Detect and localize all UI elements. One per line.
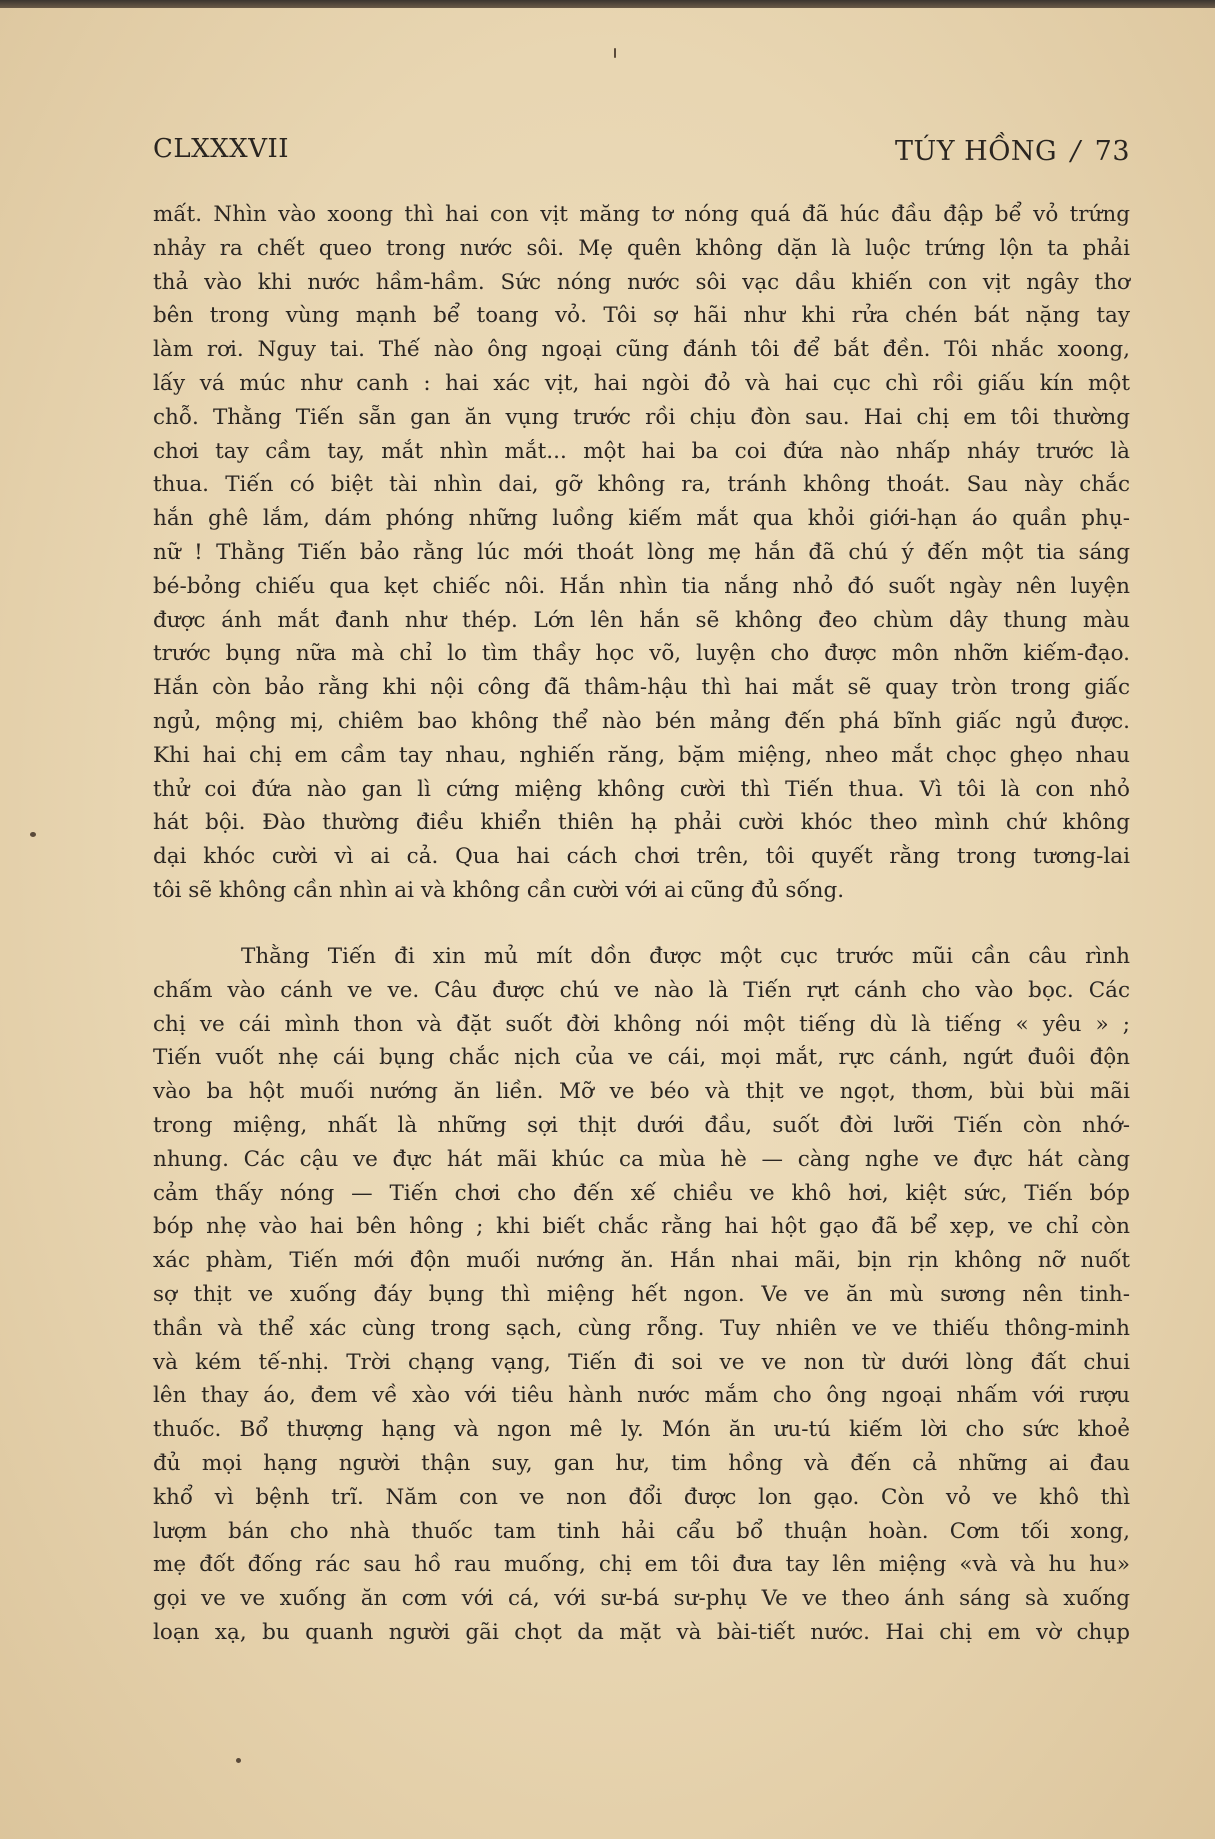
text-line: tôi sẽ không cần nhìn ai và không cần cười với ai cũng đủ sống. — [153, 877, 845, 903]
text-line: chơi tay cầm tay, mắt nhìn mắt... một hai ba coi đứa nào nhấp nháy trước là — [153, 438, 1130, 464]
text-line: Hắn còn bảo rằng khi nội công đã thâm-hậu thì hai mắt sẽ quay tròn trong giấc — [153, 675, 1130, 701]
paper-speck — [614, 48, 616, 58]
text-line: xác phàm, Tiến mới độn muối nướng ăn. Hắn nhai mãi, bịn rịn không nỡ nuốt — [153, 1248, 1130, 1274]
text-line: thần và thể xác cùng trong sạch, cùng rỗng. Tuy nhiên ve ve thiếu thông-minh — [153, 1315, 1130, 1341]
text-line: cảm thấy nóng — Tiến chơi cho đến xế chiều ve khô hơi, kiệt sức, Tiến bóp — [153, 1180, 1130, 1206]
page-number: 73 — [1094, 136, 1130, 167]
text-line: được ánh mắt đanh như thép. Lớn lên hắn sẽ không đeo chùm dây thung màu — [153, 607, 1130, 633]
text-line: ngủ, mộng mị, chiêm bao không thể nào bén mảng đến phá bĩnh giấc ngủ được. — [153, 708, 1130, 734]
text-line: làm rơi. Nguy tai. Thế nào ông ngoại cũng đánh tôi để bắt đền. Tôi nhắc xoong, — [153, 337, 1130, 363]
text-line: dại khóc cười vì ai cả. Qua hai cách chơi trên, tôi quyết rằng trong tương-lai — [153, 844, 1130, 870]
text-line: thuốc. Bổ thượng hạng và ngon mê ly. Món ăn ưu-tú kiếm lời cho sức khoẻ — [153, 1417, 1130, 1443]
text-line: đủ mọi hạng người thận suy, gan hư, tim hồng và đến cả những ai đau — [153, 1450, 1130, 1476]
header-separator: / — [1071, 136, 1081, 167]
running-title: TÚY HỒNG — [894, 136, 1058, 167]
paragraph-2 — [153, 940, 1130, 1650]
paper-speck — [236, 1758, 241, 1763]
text-line: bé-bỏng chiếu qua kẹt chiếc nôi. Hắn nhìn tia nắng nhỏ đó suốt ngày nên luyện — [153, 573, 1130, 599]
text-line: thua. Tiến có biệt tài nhìn dai, gỡ không ra, tránh không thoát. Sau này chắc — [153, 472, 1130, 498]
page-header — [153, 128, 1130, 178]
text-line: Tiến vuốt nhẹ cái bụng chắc nịch của ve cái, mọi mắt, rực cánh, ngứt đuôi độn — [153, 1045, 1130, 1071]
roman-page-number: CLXXXVII — [153, 134, 290, 164]
text-line: gọi ve ve xuống ăn cơm với cá, với sư-bá sư-phụ Ve ve theo ánh sáng sà xuống — [153, 1586, 1130, 1612]
text-line: nhảy ra chết queo trong nước sôi. Mẹ quên không dặn là luộc trứng lộn ta phải — [153, 235, 1130, 261]
text-line: mẹ đốt đống rác sau hồ rau muống, chị em tôi đưa tay lên miệng «và và hu hu» — [153, 1552, 1130, 1578]
text-line: nữ ! Thằng Tiến bảo rằng lúc mới thoát lòng mẹ hắn đã chú ý đến một tia sáng — [153, 539, 1130, 565]
text-line: loạn xạ, bu quanh người gãi chọt da mặt và bài-tiết nước. Hai chị em vờ chụp — [153, 1619, 1130, 1645]
text-line: bóp nhẹ vào hai bên hông ; khi biết chắc rằng hai hột gạo đã bể xẹp, ve chỉ còn — [153, 1214, 1130, 1240]
text-line: và kém tế-nhị. Trời chạng vạng, Tiến đi soi ve ve non từ dưới lòng đất chui — [153, 1349, 1130, 1375]
text-line: chấm vào cánh ve ve. Câu được chú ve nào là Tiến rựt cánh cho vào bọc. Các — [153, 977, 1130, 1003]
text-line: khổ vì bệnh trĩ. Năm con ve non đổi được lon gạo. Còn vỏ ve khô thì — [153, 1484, 1130, 1510]
text-line: bên trong vùng mạnh bể toang vỏ. Tôi sợ hãi như khi rửa chén bát nặng tay — [153, 303, 1130, 329]
text-line: nhung. Các cậu ve đực hát mãi khúc ca mùa hè — càng nghe ve đực hát càng — [153, 1146, 1130, 1172]
text-line: thử coi đứa nào gan lì cứng miệng không cười thì Tiến thua. Vì tôi là con nhỏ — [153, 776, 1130, 802]
text-line: trong miệng, nhất là những sợi thịt dưới đầu, suốt đời lưỡi Tiến còn nhớ- — [153, 1112, 1130, 1138]
text-line: sợ thịt ve xuống đáy bụng thì miệng hết ngon. Ve ve ăn mù sương nên tinh- — [153, 1281, 1130, 1307]
text-line: chỗ. Thằng Tiến sẵn gan ăn vụng trước rồi chịu đòn sau. Hai chị em tôi thường — [153, 404, 1130, 430]
text-line: lượm bán cho nhà thuốc tam tinh hải cẩu bổ thuận hoàn. Cơm tối xong, — [153, 1518, 1130, 1544]
text-line: mất. Nhìn vào xoong thì hai con vịt măng tơ nóng quá đã húc đầu đập bể vỏ trứng — [153, 202, 1130, 227]
page-top-edge — [0, 0, 1215, 8]
paragraph-1 — [153, 198, 1130, 908]
text-line: chị ve cái mình thon và đặt suốt đời không nói một tiếng dù là tiếng « yêu » ; — [153, 1011, 1130, 1037]
text-line: Thằng Tiến đi xin mủ mít dồn được một cục trước mũi cần câu rình — [241, 944, 1130, 969]
text-line: vào ba hột muối nướng ăn liền. Mỡ ve béo và thịt ve ngọt, thơm, bùi bùi mãi — [153, 1079, 1130, 1105]
text-line: Khi hai chị em cầm tay nhau, nghiến răng, bặm miệng, nheo mắt chọc ghẹo nhau — [153, 742, 1130, 768]
text-line: lên thay áo, đem về xào với tiêu hành nước mắm cho ông ngoại nhấm với rượu — [153, 1383, 1130, 1409]
running-head — [895, 136, 1130, 167]
text-line: thả vào khi nước hầm-hầm. Sức nóng nước sôi vạc dầu khiến con vịt ngây thơ — [153, 269, 1130, 295]
text-line: lấy vá múc như canh : hai xác vịt, hai ngòi đỏ và hai cục chì rồi giấu kín một — [153, 370, 1130, 396]
paper-speck — [30, 832, 36, 837]
text-line: hắn ghê lắm, dám phóng những luồng kiếm mắt qua khỏi giới-hạn áo quần phụ- — [153, 506, 1130, 532]
text-line: trước bụng nữa mà chỉ lo tìm thầy học võ, luyện cho được môn nhỡn kiếm-đạo. — [153, 641, 1130, 667]
text-line: hát bội. Đào thường điều khiển thiên hạ phải cười khóc theo mình chứ không — [153, 810, 1130, 836]
